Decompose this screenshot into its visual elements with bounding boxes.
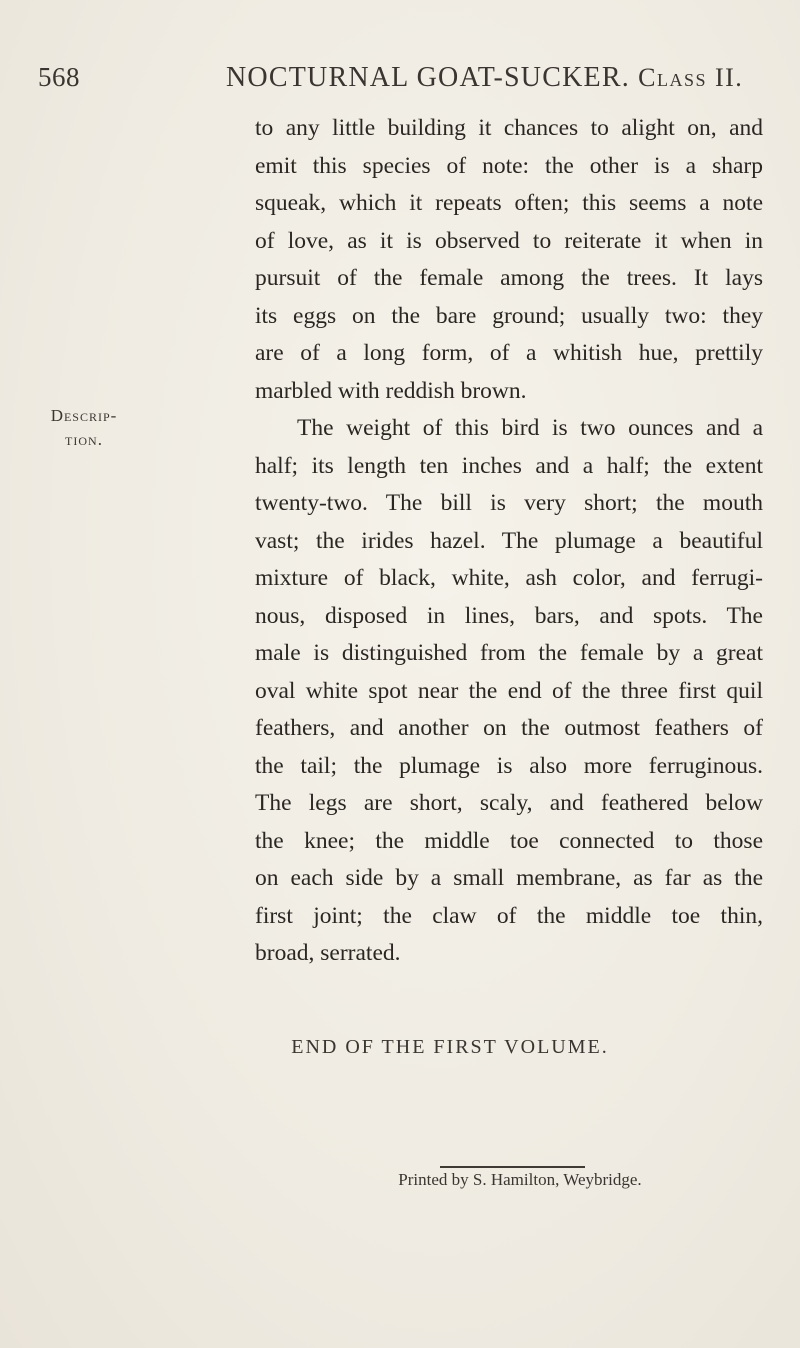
- text-line: pursuit of the female among the trees. It lays: [255, 265, 763, 291]
- text-line: mixture of black, white, ash color, and ferrugi-: [255, 565, 763, 591]
- text-line: the knee; the middle toe connected to those: [255, 827, 763, 854]
- text-line: on each side by a small membrane, as far as the: [255, 865, 763, 891]
- running-head-title: NOCTURNAL GOAT-SUCKER.: [226, 62, 630, 93]
- running-head: [226, 62, 743, 94]
- text-line: twenty-two. The bill is very short; the mouth: [255, 490, 763, 516]
- imprint-divider: [440, 1166, 585, 1168]
- text-line: the tail; the plumage is also more ferruginous.: [255, 752, 763, 779]
- body-text: [255, 110, 763, 973]
- text-line: half; its length ten inches and a half; the extent: [255, 452, 763, 479]
- margin-note-line: tion.: [65, 430, 103, 449]
- text-line: are of a long form, of a whitish hue, prettily: [255, 340, 763, 366]
- text-line: nous, disposed in lines, bars, and spots. The: [255, 602, 763, 629]
- end-of-volume-note: END OF THE FIRST VOLUME.: [291, 1036, 609, 1058]
- margin-note-description: [34, 404, 134, 452]
- text-line: first joint; the claw of the middle toe thin,: [255, 902, 763, 929]
- page-number: 568: [38, 62, 80, 92]
- text-line: squeak, which it repeats often; this seems a note: [255, 190, 763, 216]
- text-line: feathers, and another on the outmost feathers of: [255, 715, 763, 741]
- text-line: The legs are short, scaly, and feathered below: [255, 790, 763, 816]
- text-line: vast; the irides hazel. The plumage a beautiful: [255, 527, 763, 554]
- text-line: its eggs on the bare ground; usually two: they: [255, 302, 763, 329]
- text-line: emit this species of note: the other is a sharp: [255, 152, 763, 179]
- text-line: to any little building it chances to alight on, and: [255, 115, 763, 141]
- printer-imprint: Printed by S. Hamilton, Weybridge.: [398, 1170, 642, 1189]
- running-head-class: Class II.: [638, 63, 744, 92]
- margin-note-line: Descrip-: [50, 406, 118, 425]
- text-line: marbled with reddish brown.: [255, 377, 527, 404]
- text-line: male is distinguished from the female by a great: [255, 640, 763, 666]
- paragraph-start-line: The weight of this bird is two ounces and a: [297, 415, 763, 441]
- text-line: broad, serrated.: [255, 940, 401, 966]
- text-line: of love, as it is observed to reiterate it when in: [255, 227, 763, 254]
- text-line: oval white spot near the end of the three first quil: [255, 677, 763, 704]
- page-header: [38, 62, 780, 102]
